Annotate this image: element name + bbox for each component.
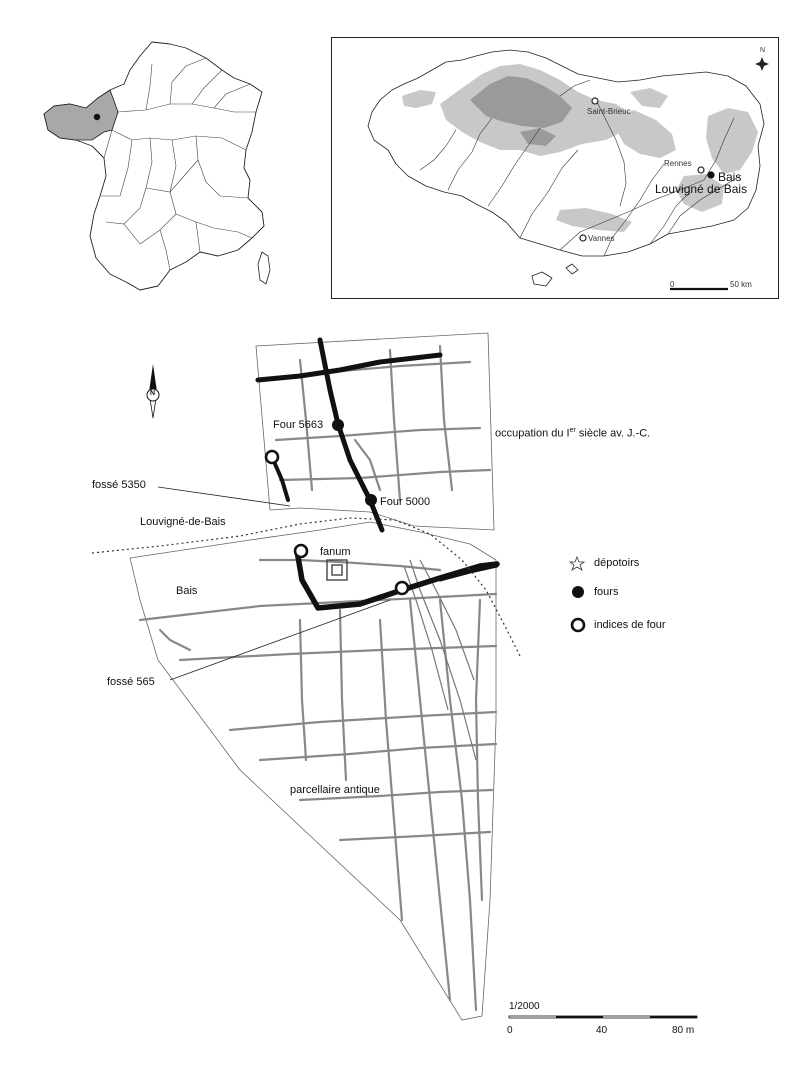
city-label-vannes: Vannes — [588, 234, 615, 243]
label-fosse-5350: fossé 5350 — [92, 479, 146, 491]
legend-label-fours: fours — [594, 586, 619, 598]
compass-rose-inset — [755, 57, 769, 71]
inset-scale-start: 0 — [670, 280, 675, 289]
scale-tick-80: 80 m — [672, 1025, 695, 1036]
island — [566, 264, 578, 274]
label-parcellaire-antique: parcellaire antique — [290, 784, 380, 796]
label-four-5000: Four 5000 — [380, 496, 431, 508]
france-map — [30, 38, 280, 298]
site-label-louvigne: Louvigné de Bais — [655, 182, 748, 196]
kiln-marker-5663 — [332, 419, 344, 431]
inset-compass-label: N — [760, 47, 766, 54]
label-fosse-565: fossé 565 — [107, 676, 155, 688]
site-location-dot — [94, 114, 100, 120]
city-marker-rennes — [698, 167, 704, 173]
main-scale-bar — [509, 1016, 697, 1018]
scale-tick-40: 40 — [596, 1025, 608, 1036]
label-bais: Bais — [176, 585, 198, 597]
filled-circle-icon — [572, 586, 584, 598]
kiln-marker-5000 — [365, 494, 377, 506]
scale-tick-0: 0 — [507, 1025, 513, 1036]
kiln-indicator — [266, 451, 278, 463]
label-fanum: fanum — [320, 546, 351, 558]
open-circle-icon — [572, 619, 584, 631]
legend-label-indices: indices de four — [594, 619, 666, 631]
ditch-cluster — [404, 560, 476, 760]
site-marker-bais — [707, 171, 714, 178]
inset-scale-end: 50 km — [730, 280, 752, 289]
island — [532, 272, 552, 286]
label-occupation: occupation du Ier siècle av. J.-C. — [495, 427, 651, 440]
main-ditches — [258, 340, 497, 608]
parcel-ditches — [140, 346, 496, 1010]
main-compass-label: N — [150, 390, 156, 397]
legend-label-depotoirs: dépotoirs — [594, 557, 640, 569]
label-louvigne-de-bais: Louvigné-de-Bais — [140, 516, 226, 528]
site-label-bais: Bais — [718, 170, 742, 184]
city-label-rennes: Rennes — [664, 159, 692, 168]
brittany-map — [332, 38, 778, 298]
site-plan — [0, 320, 809, 1080]
scale-ratio: 1/2000 — [509, 1001, 540, 1012]
corsica-island — [258, 252, 270, 284]
label-four-5663: Four 5663 — [273, 419, 324, 431]
city-marker-vannes — [580, 235, 586, 241]
kiln-indicator — [295, 545, 307, 557]
kiln-indicator — [396, 582, 408, 594]
city-marker-saint-brieuc — [592, 98, 598, 104]
city-label-saint-brieuc: Saint-Brieuc — [587, 107, 631, 116]
star-icon — [570, 557, 584, 570]
france-outline — [44, 42, 264, 290]
